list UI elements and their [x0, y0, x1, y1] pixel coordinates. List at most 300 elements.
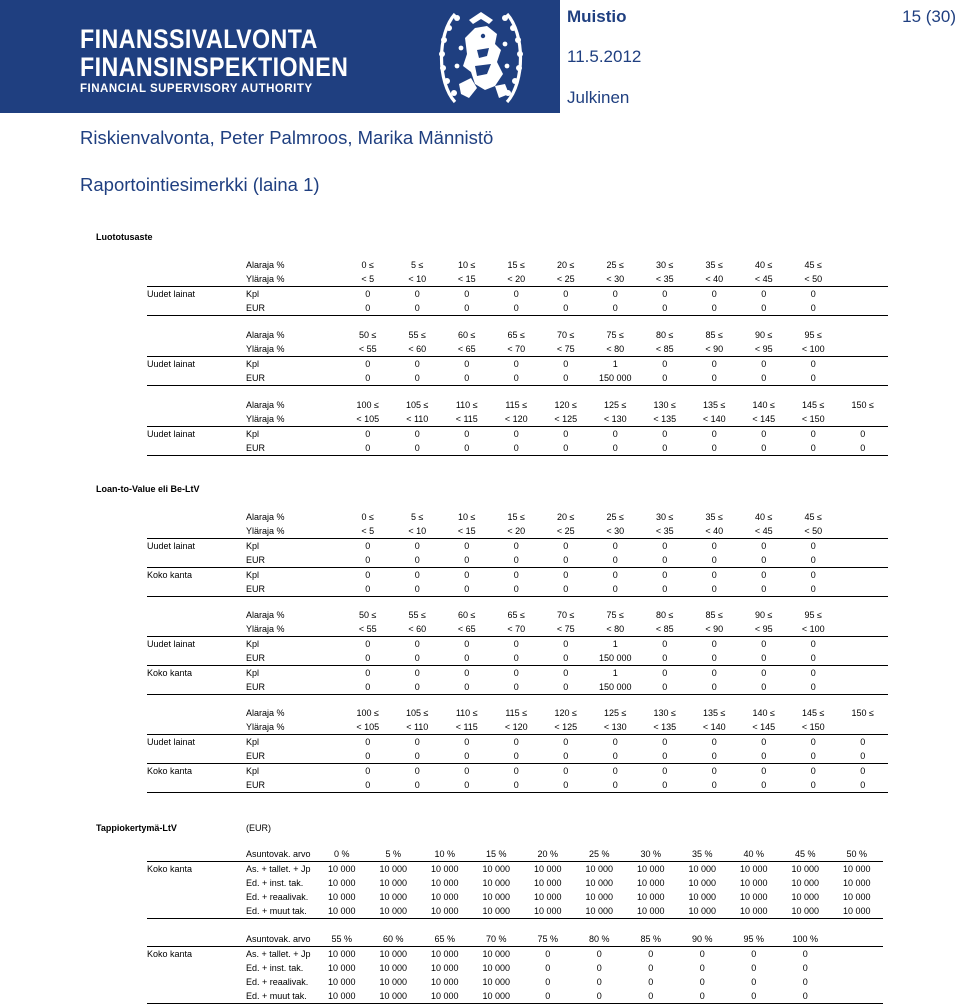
table-cell: 125 ≤: [604, 400, 627, 410]
table-cell: 0: [789, 371, 839, 386]
row-label: EUR: [246, 582, 343, 597]
row-group-label: Koko kanta: [147, 949, 193, 959]
table-cell: 0: [739, 582, 789, 597]
table-cell: 0: [365, 541, 371, 551]
table-cell: 10 000: [316, 904, 368, 919]
table-cell: 10 000: [316, 989, 368, 1004]
table-cell: 0: [464, 289, 470, 299]
table-cell: 0: [677, 989, 729, 1004]
table-cell: 0: [596, 977, 602, 987]
table-cell: 135 ≤: [703, 708, 726, 718]
table-cell: 0: [343, 749, 393, 764]
row-label: Ed. + muut tak.: [246, 989, 316, 1004]
table-row: [147, 637, 888, 652]
table-cell: < 120: [492, 412, 542, 427]
table-cell: 10 000: [688, 864, 717, 874]
table-cell: [838, 608, 888, 622]
table-cell: 120 ≤: [554, 400, 577, 410]
table-cell: 60 %: [368, 932, 420, 947]
row-label: Asuntovak. arvo: [246, 932, 316, 947]
document-type: Muistio: [567, 7, 627, 26]
table-cell: 40 ≤: [755, 512, 773, 522]
table-cell: 75 ≤: [606, 330, 624, 340]
table-cell: 10 000: [791, 878, 820, 888]
table-cell: 10 000: [482, 949, 511, 959]
table-cell: 0: [789, 582, 839, 597]
row-group-label: [147, 524, 246, 539]
table-cell: < 45: [739, 524, 789, 539]
table-cell: [838, 371, 888, 386]
table-cell: 0: [662, 766, 668, 776]
table-cell: 0: [492, 553, 542, 568]
table-cell: 10 000: [585, 864, 614, 874]
table-cell: 10 000: [574, 904, 626, 919]
row-label: Alaraja %: [246, 260, 285, 270]
table-cell: 0: [464, 359, 470, 369]
table-cell: 30 %: [625, 847, 677, 862]
table-cell: 0: [343, 553, 393, 568]
row-label: Kpl: [246, 639, 260, 649]
table-cell: < 40: [690, 272, 740, 287]
ltv-1-table: [147, 510, 888, 597]
table-cell: 45 %: [780, 847, 832, 862]
table-cell: 0: [492, 582, 542, 597]
row-group-label: [147, 961, 246, 975]
table-cell: 105 ≤: [406, 708, 429, 718]
luototusaste-3-table: [147, 398, 888, 456]
row-group-label: Uudet lainat: [147, 737, 196, 747]
table-cell: 0: [810, 359, 816, 369]
table-cell: 0: [541, 553, 591, 568]
table-cell: 25 ≤: [606, 260, 624, 270]
table-cell: 0: [739, 680, 789, 695]
table-cell: 0: [393, 680, 443, 695]
table-cell: < 100: [789, 622, 839, 637]
table-cell: 1: [612, 639, 618, 649]
table-cell: 10 000: [780, 904, 832, 919]
table-cell: 110 ≤: [455, 400, 478, 410]
table-cell: 10 000: [688, 878, 717, 888]
row-group-label: [147, 720, 246, 735]
table-cell: 0: [802, 963, 808, 973]
table-cell: 145 ≤: [802, 400, 825, 410]
table-cell: 0: [810, 737, 816, 747]
table-cell: 0: [838, 778, 888, 793]
table-cell: 10 ≤: [458, 512, 476, 522]
table-cell: 60 ≤: [458, 610, 476, 620]
table-cell: 0: [414, 289, 420, 299]
table-cell: [838, 301, 888, 316]
table-cell: 0: [591, 301, 641, 316]
table-cell: 35 ≤: [705, 512, 723, 522]
table-cell: 0: [810, 289, 816, 299]
table-cell: 0: [464, 766, 470, 776]
table-cell: 10 000: [739, 892, 768, 902]
table-cell: 150 ≤: [851, 400, 874, 410]
row-label: Ed. + inst. tak.: [246, 963, 304, 973]
table-cell: 0: [492, 301, 542, 316]
table-cell: < 10: [393, 272, 443, 287]
table-row: [147, 568, 888, 583]
table-cell: 15 ≤: [507, 512, 525, 522]
table-cell: 0: [751, 949, 757, 959]
table-row: [147, 862, 883, 877]
section-ltv: Loan-to-Value eli Be-LtV: [96, 484, 200, 494]
table-cell: 0: [414, 766, 420, 776]
table-cell: 0: [739, 749, 789, 764]
table-cell: 0: [414, 570, 420, 580]
table-cell: 0: [640, 749, 690, 764]
table-row: [147, 932, 883, 947]
table-cell: 0: [442, 778, 492, 793]
table-cell: 120 ≤: [554, 708, 577, 718]
table-cell: 10 000: [585, 878, 614, 888]
table-cell: < 75: [541, 622, 591, 637]
table-cell: 0: [802, 977, 808, 987]
table-cell: 0: [739, 778, 789, 793]
row-group-label: [147, 582, 246, 597]
table-cell: [838, 412, 888, 427]
table-cell: 10 000: [379, 878, 408, 888]
table-cell: 10 000: [688, 892, 717, 902]
table-cell: 0: [365, 737, 371, 747]
table-cell: 50 ≤: [359, 610, 377, 620]
table-cell: 0: [640, 778, 690, 793]
table-cell: 70 ≤: [557, 610, 575, 620]
table-cell: 10 000: [471, 904, 523, 919]
table-cell: 0: [648, 977, 654, 987]
table-cell: 0: [810, 668, 816, 678]
table-cell: 0: [541, 582, 591, 597]
table-cell: 10 000: [430, 949, 459, 959]
table-cell: 0: [612, 570, 618, 580]
table-cell: 10 000: [842, 878, 871, 888]
table-cell: 0 ≤: [361, 512, 374, 522]
table-row: [147, 342, 888, 357]
table-row: [147, 301, 888, 316]
table-cell: 0: [492, 441, 542, 456]
table-cell: 10 000: [471, 989, 523, 1004]
row-group-label: [147, 778, 246, 793]
table-cell: 0: [789, 301, 839, 316]
table-cell: 10 000: [368, 904, 420, 919]
table-cell: 0: [365, 570, 371, 580]
row-group-label: Uudet lainat: [147, 429, 196, 439]
table-cell: 10 000: [842, 892, 871, 902]
table-row: [147, 328, 888, 342]
table-cell: < 150: [789, 720, 839, 735]
table-cell: 0: [612, 766, 618, 776]
row-group-label: [147, 651, 246, 666]
table-cell: 10 000: [625, 904, 677, 919]
table-row: [147, 524, 888, 539]
table-cell: 0: [711, 541, 717, 551]
table-cell: 0: [464, 429, 470, 439]
table-cell: < 90: [690, 622, 740, 637]
row-group-label: Koko kanta: [147, 864, 193, 874]
table-cell: 0: [393, 371, 443, 386]
page-header: [0, 0, 960, 113]
table-cell: 0: [343, 441, 393, 456]
table-cell: 0: [662, 737, 668, 747]
row-label: Kpl: [246, 737, 260, 747]
table-cell: 0: [393, 441, 443, 456]
table-cell: 0: [761, 289, 767, 299]
table-cell: 0: [563, 359, 569, 369]
table-cell: 0: [612, 289, 618, 299]
table-cell: 10 000: [379, 892, 408, 902]
table-cell: 0: [838, 441, 888, 456]
table-cell: 0: [545, 977, 551, 987]
table-cell: [838, 720, 888, 735]
table-cell: 0: [711, 737, 717, 747]
table-cell: 10 000: [482, 977, 511, 987]
table-cell: 0 ≤: [361, 260, 374, 270]
table-cell: 10 000: [327, 864, 356, 874]
table-cell: 0: [739, 651, 789, 666]
row-group-label: [147, 272, 246, 287]
table-cell: 0: [513, 289, 519, 299]
table-cell: < 115: [442, 412, 492, 427]
row-label: Yläraja %: [246, 272, 343, 287]
table-cell: 0: [442, 582, 492, 597]
table-cell: 10 000: [791, 892, 820, 902]
logo-band: [0, 0, 560, 113]
table-cell: 0: [860, 737, 866, 747]
table-cell: 0: [492, 749, 542, 764]
table-row: [147, 720, 888, 735]
tappio-1-table: [147, 847, 883, 919]
table-cell: 0: [699, 963, 705, 973]
table-cell: 80 %: [574, 932, 626, 947]
row-group-label: [147, 876, 246, 890]
table-row: [147, 371, 888, 386]
table-row: [147, 398, 888, 412]
row-group-label: [147, 398, 246, 412]
row-label: Yläraja %: [246, 342, 343, 357]
table-cell: [838, 637, 888, 652]
row-group-label: [147, 890, 246, 904]
table-cell: 10 000: [585, 892, 614, 902]
table-cell: 0: [591, 582, 641, 597]
table-cell: 0: [690, 749, 740, 764]
table-cell: 10 000: [791, 864, 820, 874]
table-cell: 0: [442, 371, 492, 386]
table-cell: [838, 357, 888, 372]
table-cell: 10 000: [636, 878, 665, 888]
table-cell: < 100: [789, 342, 839, 357]
table-cell: 25 ≤: [606, 512, 624, 522]
row-label: As. + tallet. + Jp: [246, 949, 311, 959]
table-cell: 65 %: [419, 932, 471, 947]
table-cell: [838, 539, 888, 554]
table-cell: 0: [492, 651, 542, 666]
table-cell: 0: [442, 749, 492, 764]
table-cell: 0: [563, 737, 569, 747]
table-cell: < 125: [541, 412, 591, 427]
table-cell: 0: [563, 766, 569, 776]
table-cell: [838, 258, 888, 272]
row-label: Kpl: [246, 289, 260, 299]
table-row: [147, 890, 883, 904]
table-cell: 20 ≤: [557, 260, 575, 270]
table-cell: < 45: [739, 272, 789, 287]
table-cell: 10 000: [482, 892, 511, 902]
table-cell: 10 000: [636, 892, 665, 902]
table-cell: 0: [711, 639, 717, 649]
authority-logo: [80, 25, 392, 98]
table-cell: 0: [739, 371, 789, 386]
table-cell: < 5: [343, 524, 393, 539]
table-cell: 0: [414, 541, 420, 551]
table-cell: 25 %: [574, 847, 626, 862]
table-cell: < 110: [393, 720, 443, 735]
table-row: [147, 582, 888, 597]
row-label: EUR: [246, 680, 343, 695]
table-cell: < 20: [492, 524, 542, 539]
table-cell: 70 ≤: [557, 330, 575, 340]
table-row: [147, 510, 888, 524]
table-row: [147, 680, 888, 695]
table-cell: 60 ≤: [458, 330, 476, 340]
table-row: [147, 553, 888, 568]
table-cell: < 110: [393, 412, 443, 427]
table-cell: 0: [860, 429, 866, 439]
table-cell: 10 000: [482, 963, 511, 973]
table-cell: [838, 272, 888, 287]
table-cell: < 25: [541, 272, 591, 287]
table-cell: 10 000: [327, 963, 356, 973]
table-cell: 0: [343, 651, 393, 666]
table-cell: 0: [699, 949, 705, 959]
table-cell: 90 ≤: [755, 610, 773, 620]
table-cell: 10 000: [533, 864, 562, 874]
table-cell: 0: [492, 778, 542, 793]
table-cell: 0: [464, 541, 470, 551]
table-cell: 0: [789, 441, 839, 456]
table-cell: 5 %: [368, 847, 420, 862]
table-cell: 0: [513, 359, 519, 369]
report-subtitle: Raportointiesimerkki (laina 1): [80, 174, 320, 195]
row-label: Kpl: [246, 668, 260, 678]
table-row: [147, 975, 883, 989]
table-row: [147, 608, 888, 622]
table-cell: < 80: [591, 622, 641, 637]
row-label: As. + tallet. + Jp: [246, 864, 311, 874]
table-cell: 10 000: [327, 878, 356, 888]
row-label: EUR: [246, 651, 343, 666]
table-cell: < 145: [739, 720, 789, 735]
table-cell: 100 ≤: [356, 400, 379, 410]
table-cell: 65 ≤: [507, 610, 525, 620]
row-label: EUR: [246, 553, 343, 568]
row-label: EUR: [246, 778, 343, 793]
table-cell: 100 ≤: [356, 708, 379, 718]
row-label: Ed. + reaalivak.: [246, 892, 309, 902]
section-luototusaste: Luototusaste: [96, 232, 153, 242]
table-cell: 95 ≤: [804, 330, 822, 340]
table-cell: 0: [860, 766, 866, 776]
table-row: [147, 539, 888, 554]
table-cell: 0: [365, 668, 371, 678]
table-cell: 0: [393, 778, 443, 793]
table-cell: < 90: [690, 342, 740, 357]
table-cell: < 65: [442, 622, 492, 637]
table-cell: < 145: [739, 412, 789, 427]
row-label: Ed. + inst. tak.: [246, 878, 304, 888]
ltv-2-table: [147, 608, 888, 695]
row-label: Yläraja %: [246, 720, 343, 735]
row-label: Ed. + muut tak.: [246, 904, 316, 919]
table-cell: 0: [662, 289, 668, 299]
table-cell: 0: [563, 289, 569, 299]
row-group-label: Koko kanta: [147, 668, 193, 678]
table-cell: 0: [414, 668, 420, 678]
table-cell: 0: [761, 570, 767, 580]
table-cell: 0: [789, 651, 839, 666]
table-cell: 0: [690, 441, 740, 456]
table-cell: 80 ≤: [656, 610, 674, 620]
lion-emblem-icon: [425, 4, 537, 112]
table-cell: 0: [789, 778, 839, 793]
row-label: Kpl: [246, 429, 260, 439]
logo-line-1: FINANSSIVALVONTA: [80, 24, 318, 54]
table-cell: 0: [640, 301, 690, 316]
table-cell: 0: [343, 778, 393, 793]
row-label: EUR: [246, 749, 343, 764]
table-cell: 0: [612, 541, 618, 551]
table-cell: [838, 553, 888, 568]
table-cell: 35 %: [677, 847, 729, 862]
table-cell: [831, 947, 883, 962]
table-cell: 0: [761, 668, 767, 678]
table-cell: 0: [690, 582, 740, 597]
table-cell: 0: [751, 963, 757, 973]
table-cell: [838, 510, 888, 524]
table-cell: 150 000: [591, 680, 641, 695]
table-cell: 0: [563, 668, 569, 678]
table-cell: 10 000: [327, 949, 356, 959]
table-cell: 0: [365, 766, 371, 776]
table-cell: 0: [442, 553, 492, 568]
table-cell: 0: [393, 651, 443, 666]
table-cell: 55 ≤: [408, 610, 426, 620]
table-row: [147, 764, 888, 779]
table-cell: 0: [513, 429, 519, 439]
table-cell: < 120: [492, 720, 542, 735]
table-row: [147, 989, 883, 1004]
table-cell: [838, 524, 888, 539]
table-cell: 0: [343, 301, 393, 316]
table-cell: 0: [541, 441, 591, 456]
table-cell: < 135: [640, 412, 690, 427]
tappio-unit: (EUR): [246, 823, 271, 833]
table-cell: < 85: [640, 342, 690, 357]
table-cell: 10 000: [379, 963, 408, 973]
table-cell: [838, 342, 888, 357]
table-row: [147, 749, 888, 764]
table-cell: 0: [810, 429, 816, 439]
table-cell: < 105: [343, 720, 393, 735]
table-cell: 0: [545, 949, 551, 959]
table-cell: 30 ≤: [656, 260, 674, 270]
table-cell: 140 ≤: [752, 400, 775, 410]
table-cell: 0: [591, 553, 641, 568]
row-label: Alaraja %: [246, 708, 285, 718]
table-cell: 0: [699, 977, 705, 987]
table-cell: [838, 622, 888, 637]
table-cell: 0: [365, 639, 371, 649]
